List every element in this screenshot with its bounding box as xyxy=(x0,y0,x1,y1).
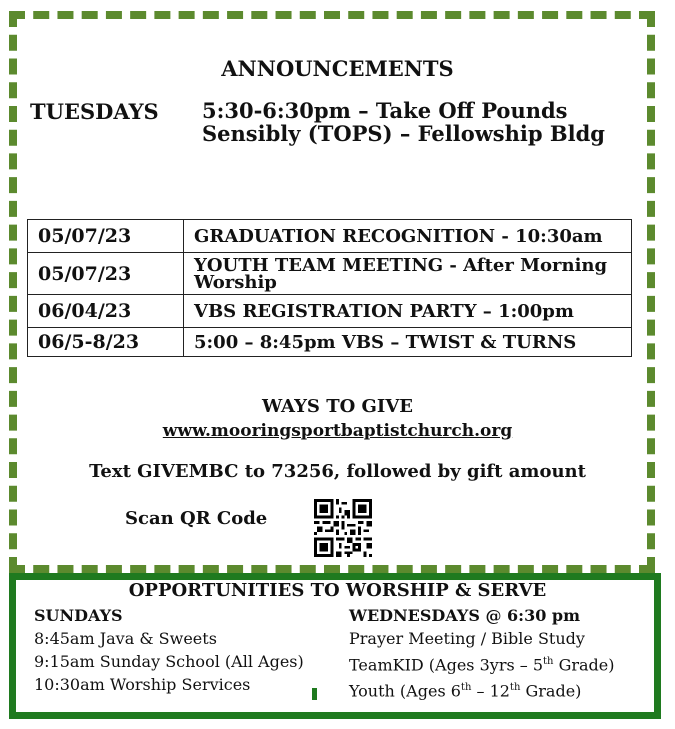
table-row xyxy=(28,295,632,328)
wednesdays-column xyxy=(349,604,615,703)
item-text: Grade) xyxy=(520,681,582,701)
table-row xyxy=(28,220,632,253)
tuesdays-line-2: Sensibly (TOPS) – Fellowship Bldg xyxy=(202,121,605,146)
item-text: Youth (Ages 6 xyxy=(349,681,461,701)
tuesdays-description xyxy=(202,99,605,145)
event-date: 06/5-8/23 xyxy=(28,328,184,357)
list-item: 8:45am Java & Sweets xyxy=(34,629,217,648)
sundays-heading: SUNDAYS xyxy=(34,606,123,625)
event-line: VBS REGISTRATION PARTY – 1:00pm xyxy=(194,300,574,322)
event-date: 05/07/23 xyxy=(28,220,184,253)
event-date: 06/04/23 xyxy=(28,295,184,328)
ways-to-give-title: WAYS TO GIVE xyxy=(261,396,414,417)
ordinal-suffix: th xyxy=(509,682,521,694)
giving-website-link[interactable]: www.mooringsportbaptistchurch.org xyxy=(162,421,513,441)
ordinal-suffix: th xyxy=(543,656,554,667)
event-line: YOUTH TEAM MEETING - After Morning xyxy=(194,254,608,276)
list-item: 10:30am Worship Services xyxy=(34,675,251,694)
event-line: 5:00 – 8:45pm VBS – TWIST & TURNS xyxy=(194,331,577,353)
list-item xyxy=(349,676,615,702)
table-row xyxy=(28,253,632,295)
event-description xyxy=(184,295,632,328)
opportunities-title: OPPORTUNITIES TO WORSHIP & SERVE xyxy=(128,580,547,601)
item-text: – 12 xyxy=(471,681,510,701)
events-table xyxy=(27,219,632,357)
tuesdays-line-1: 5:30-6:30pm – Take Off Pounds xyxy=(202,98,568,123)
item-text: TeamKID (Ages 3yrs – 5 xyxy=(349,655,544,675)
ordinal-suffix: th xyxy=(460,682,472,694)
event-date: 05/07/23 xyxy=(28,253,184,295)
sundays-column xyxy=(34,604,304,696)
wednesdays-heading: WEDNESDAYS @ 6:30 pm xyxy=(349,606,581,625)
qr-code-icon[interactable] xyxy=(309,499,377,557)
text-to-give: Text GIVEMBC to 73256, followed by gift amount xyxy=(89,461,586,482)
announcements-title: ANNOUNCEMENTS xyxy=(221,56,454,81)
event-description xyxy=(184,328,632,357)
event-line: Worship xyxy=(194,271,277,293)
scan-qr-label: Scan QR Code xyxy=(125,508,268,529)
event-description xyxy=(184,220,632,253)
event-line: GRADUATION RECOGNITION - 10:30am xyxy=(194,225,603,247)
event-description xyxy=(184,253,632,295)
list-item: 9:15am Sunday School (All Ages) xyxy=(34,652,304,671)
item-text: Grade) xyxy=(553,655,615,675)
decorative-mark xyxy=(312,688,317,700)
list-item: Prayer Meeting / Bible Study xyxy=(349,629,585,648)
table-row xyxy=(28,328,632,357)
tuesdays-label: TUESDAYS xyxy=(30,99,159,124)
list-item xyxy=(349,650,615,676)
